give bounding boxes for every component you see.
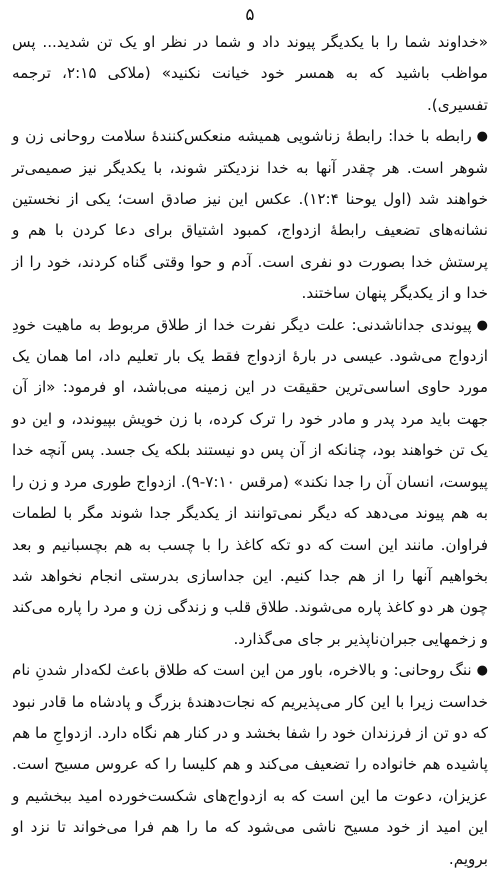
paragraph-lead: پیوندی جداناشدنی: bbox=[351, 315, 472, 334]
paragraph-relationship-with-god bbox=[12, 121, 488, 309]
bullet-icon: ● bbox=[476, 663, 489, 679]
bullet-icon: ● bbox=[476, 317, 488, 333]
paragraph-body: «خداوند شما را با یکدیگر پیوند داد و شما در نظر او یک تن شدید... پس مواظب باشید که به همسر خود خیانت نکنید» (ملاکی ۲:۱۵، ترجمه تفسیری). bbox=[12, 33, 488, 114]
paragraph-body: رابطهٔ زناشویی همیشه منعکس‌کنندهٔ سلامت روحانی زن و شوهر است. هر چقدر آنها به خدا نزدیکتر شوند، با یکدیگر نیز صمیمی‌تر خواهند شد (اول یوحنا ۱۲:۴). عکس این نیز صادق است؛ یکی از نخستین نشانه‌های تضعیف رابطهٔ ازدواج، کمبود اشتیاق برای دعا کردن با هم و پرستش خدا بصورت دو نفری است. آدم و حوا وقتی گناه کردند، خود را از خدا و از یکدیگر پنهان ساختند. bbox=[12, 127, 488, 303]
paragraph-lead: رابطه با خدا: bbox=[388, 127, 472, 146]
paragraph-body: و بالاخره، باور من این است که طلاق باعث لکه‌دار شدنِ نام خداست زیرا با این کار می‌پذیریم که نجات‌دهندهٔ بزرگ و پادشاه ما قادر نبود که دو تن از فرزندان خود را شفا بخشد و در کنار هم نگاه دارد. ازدواجِ ما هم پاشیده هم خانواده را تضعیف می‌کند و هم کلیسا را که عروس مسیح است. عزیزان، دعوت ما این است که به ازدواج‌های شکست‌خورده امید ببخشیم و این امید از خود مسیح ناشی می‌شود که ما را هم فرا می‌خواند تا نزد او برویم. bbox=[12, 661, 488, 868]
bullet-icon: ● bbox=[476, 129, 488, 145]
paragraph-quote-malachi bbox=[12, 27, 488, 121]
paragraph-lead: ننگ روحانی: bbox=[393, 661, 472, 680]
page-number: ۵ bbox=[245, 5, 255, 25]
paragraph-inseparable-bond bbox=[12, 310, 488, 655]
paragraph-body: علت دیگر نفرت خدا از طلاق مربوط به ماهیت خودِ ازدواج می‌شود. عیسی در بارهٔ ازدواج فقط یک بار تعلیم داد، اما همان یک مورد حاوی اساسی‌ترین حقیقت در این زمینه می‌باشد، او فرمود: «از آن جهت باید مرد پدر و مادر خود را ترک کرده، با زن خویش بپیوندد، و این دو یک تن خواهند بود، چنانکه از آن پس دو نیستند بلکه یک جسد. پس آنچه خدا پیوست، انسان آن را جدا نکند» (مرقس ۷:۱۰-۹). ازدواج طوری مرد و زن را به هم پیوند می‌دهد که دیگر نمی‌توانند از یکدیگر جدا شوند مگر با لطمات فراوان. مانند این است که دو تکه کاغذ را با چسب به هم بچسبانیم و بعد بخواهیم آنها را از هم جدا کنیم. این جداسازی بدرستی انجام نخواهد شد چون هر دو کاغذ پاره می‌شوند. طلاق قلب و زندگی زن و مرد را پاره می‌کند و زخمهایی جبران‌ناپذیر بر جای می‌گذارد. bbox=[12, 315, 489, 648]
paragraph-spiritual-disgrace bbox=[12, 655, 488, 875]
